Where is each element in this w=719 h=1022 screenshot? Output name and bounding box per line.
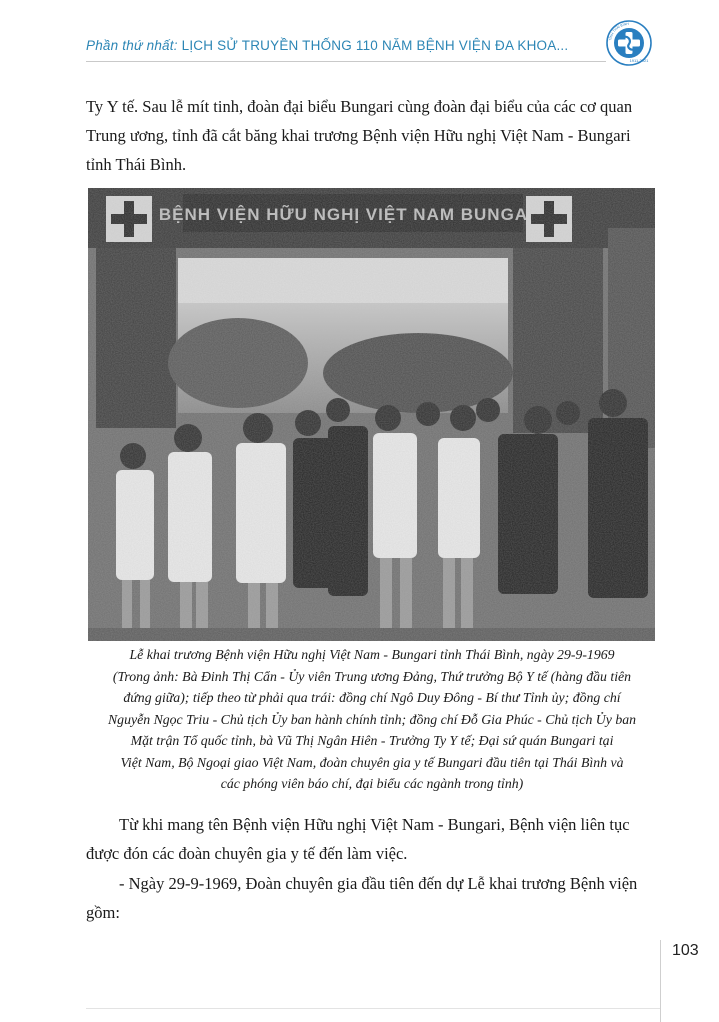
- header-divider: [86, 61, 606, 62]
- caption-line: Mặt trận Tổ quốc tỉnh, bà Vũ Thị Ngân Hiên - Trưởng Ty Y tế; Đại sứ quán Bungari tại: [130, 733, 614, 748]
- running-header: [86, 38, 606, 53]
- photo-caption: [86, 644, 658, 795]
- caption-line: Lễ khai trương Bệnh viện Hữu nghị Việt Nam - Bungari tỉnh Thái Bình, ngày 29-9-1969: [129, 647, 615, 662]
- caption-line: (Trong ảnh: Bà Đinh Thị Cẩn - Ủy viên Trung ương Đảng, Thứ trưởng Bộ Y tế (hàng đầu tiên: [112, 668, 632, 684]
- body-paragraph: Ty Y tế. Sau lễ mít tinh, đoàn đại biểu Bungari cùng đoàn đại biểu của các cơ quan Trung ương, tỉnh đã cắt băng khai trương Bệnh viện Hữu nghị Việt Nam - Bungari tỉnh Thái Bình.: [86, 97, 633, 174]
- header-part-label: Phần thứ nhất:: [86, 38, 178, 53]
- logo-year: 1911-2021: [629, 58, 649, 63]
- page-number-divider: [660, 940, 661, 1022]
- header-title: LỊCH SỬ TRUYỀN THỐNG 110 NĂM BỆNH VIỆN ĐA KHOA...: [181, 38, 569, 53]
- caption-line: đứng giữa); tiếp theo từ phải qua trái: đồng chí Ngô Duy Đông - Bí thư Tỉnh ủy; đồng chí: [123, 690, 621, 705]
- body-paragraph: Từ khi mang tên Bệnh viện Hữu nghị Việt Nam - Bungari, Bệnh viện liên tục được đón các đoàn chuyên gia y tế đến làm việc.: [86, 815, 630, 863]
- logo-ring-text: TỈNH THÁI BÌNH: [608, 21, 629, 42]
- caption-line: các phóng viên báo chí, đại biểu các ngành trong tỉnh): [220, 776, 524, 791]
- body-paragraph: - Ngày 29-9-1969, Đoàn chuyên gia đầu tiên đến dự Lễ khai trương Bệnh viện gồm:: [86, 874, 638, 922]
- caption-line: Nguyễn Ngọc Triu - Chủ tịch Ủy ban hành chính tỉnh; đồng chí Đỗ Gia Phúc - Chủ tịch Ủy ban: [107, 711, 637, 727]
- caption-line: Việt Nam, Bộ Ngoại giao Việt Nam, đoàn chuyên gia y tế Bungari đầu tiên tại Thái Bình và: [120, 754, 624, 770]
- footer-divider: [86, 1008, 660, 1009]
- hospital-logo-icon: [606, 20, 652, 66]
- opening-ceremony-photo: [88, 188, 655, 641]
- page-number: 103: [672, 942, 699, 959]
